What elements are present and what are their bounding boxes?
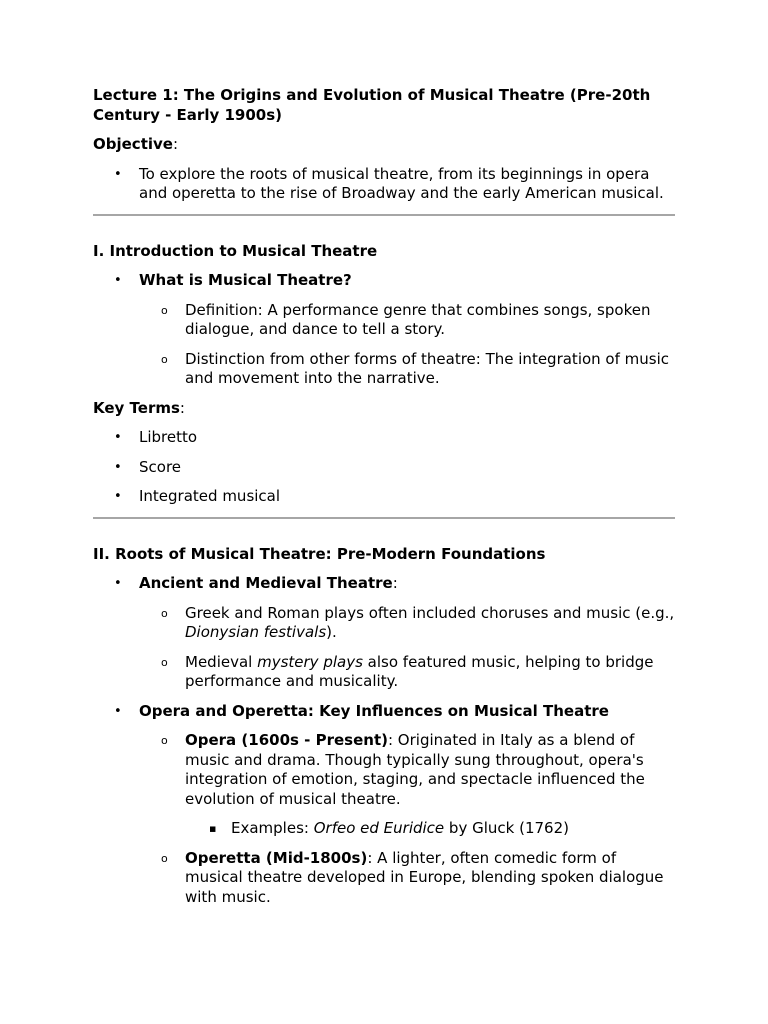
list-item: • Ancient and Medieval Theatre: o Greek and Roman plays often included choruses and music (e.g., Dionysian festivals). o Medieval mystery plays also featured music, helping to bridge performance and musicality. [114,574,675,690]
section1-list [93,271,675,389]
list-item: • Libretto [114,428,198,446]
bullet-marker: o [161,734,168,747]
bullet-marker: • [114,489,122,504]
bullet-marker: o [161,655,168,669]
sublist [139,731,675,907]
sublist [185,819,675,839]
bullet-marker: o [161,851,168,865]
section-heading: II. Roots of Musical Theatre: Pre-Modern Foundations [93,544,546,563]
sublist [139,301,675,389]
lecture-title: Lecture 1: The Origins and Evolution of Musical Theatre (Pre-20th Century - Early 1900s) [93,86,651,124]
bullet-marker: o [161,352,168,366]
list-item: o Operetta (Mid-1800s): A lighter, often comedic form of musical theatre developed in Europe, blending spoken dialogue with music. [161,848,664,906]
list-item: • Integrated musical [114,487,281,505]
section-divider [93,517,675,519]
bullet-marker: • [114,166,122,182]
bullet-marker: o [161,303,168,317]
list-item: o Definition: A performance genre that combines songs, spoken dialogue, and dance to tell a story. [161,300,651,338]
list-item: • What is Musical Theatre? o Definition: A performance genre that combines songs, spoken dialogue, and dance to tell a story. o Distinction from other forms of theatre: The integration of music and movement into the narrative. [139,271,675,389]
list-item: o Greek and Roman plays often included choruses and music (e.g., Dionysian festivals). [161,603,675,641]
bullet-marker: ▪ [209,822,217,835]
objective-heading: Objective: [93,135,179,153]
section2-list [93,574,675,907]
bullet-marker: • [114,273,122,288]
section-heading: I. Introduction to Musical Theatre [93,241,378,260]
bullet-marker: • [114,703,122,719]
objective-list [93,165,675,204]
bullet-marker: • [114,576,122,591]
bullet-marker: • [114,430,122,445]
list-item: o Opera (1600s - Present): Originated in Italy as a blend of music and drama. Though typically sung throughout, opera's integration of emotion, staging, and spectacle influenced the evolution of musical theatre. ▪ Examples: Orfeo ed Euridice by Gluck (1762) [185,731,675,839]
list-item: o Distinction from other forms of theatre: The integration of music and movement into the narrative. [161,349,670,387]
list-item: o Medieval mystery plays also featured music, helping to bridge performance and musicality. [161,652,654,690]
sublist [139,604,675,692]
list-item: • To explore the roots of musical theatre, from its beginnings in opera and operetta to the rise of Broadway and the early American musical. [114,164,664,202]
list-item: • Score [114,457,182,476]
section-divider [93,214,675,216]
document-body [93,86,675,917]
key-terms-list [93,428,675,507]
bullet-marker: • [114,459,122,475]
list-item: • Opera and Operetta: Key Influences on Musical Theatre o Opera (1600s - Present): Originated in Italy as a blend of music and drama. Though typically sung throughout, opera's integration of emotion, staging, and spectacle influenced the evolution of musical theatre. ▪ Examples: Orfeo ed Euridice by Gluck (1762) o Operetta (Mid-1800s): A lighter, often comedic form of musical theatre developed in Europe, blending spoken dialogue with music. [139,702,675,908]
key-terms-heading: Key Terms: [93,398,185,417]
list-item: ▪ Examples: Orfeo ed Euridice by Gluck (1762) [209,819,569,837]
bullet-marker: o [161,606,168,620]
